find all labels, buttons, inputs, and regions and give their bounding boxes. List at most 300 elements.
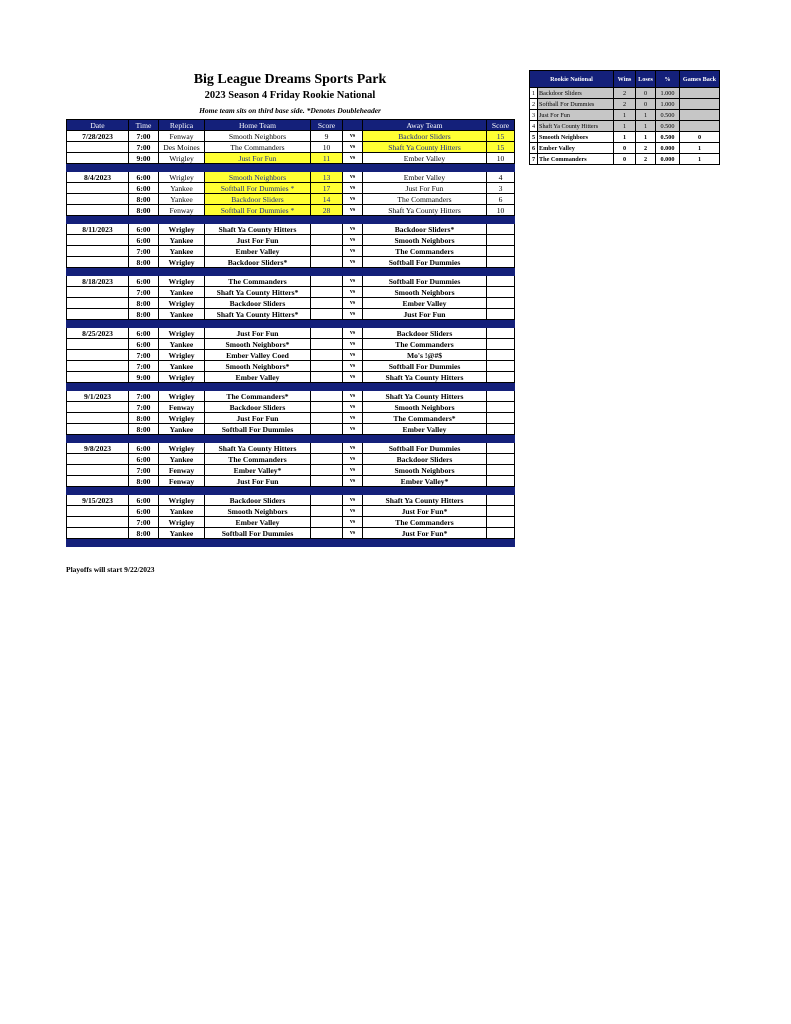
game-replica: Des Moines [159, 142, 205, 153]
away-team: Softball For Dummies [363, 361, 487, 372]
game-time: 9:00 [129, 153, 159, 164]
game-date [67, 350, 129, 361]
vs-label: vs [343, 339, 363, 350]
schedule-header-row [67, 120, 515, 131]
away-score: 15 [487, 131, 515, 142]
home-score [311, 528, 343, 539]
game-time: 8:00 [129, 476, 159, 487]
game-row [67, 246, 515, 257]
vs-label: vs [343, 424, 363, 435]
game-date: 8/25/2023 [67, 328, 129, 339]
home-team: The Commanders [205, 454, 311, 465]
week-separator [67, 216, 515, 224]
away-score [487, 361, 515, 372]
game-row [67, 153, 515, 164]
game-date [67, 257, 129, 268]
game-time: 6:00 [129, 495, 159, 506]
away-score [487, 328, 515, 339]
game-date [67, 142, 129, 153]
game-replica: Wrigley [159, 391, 205, 402]
home-score [311, 224, 343, 235]
away-team: Smooth Neighbors [363, 235, 487, 246]
standings-pct: 1.000 [656, 99, 680, 110]
week-separator [67, 320, 515, 328]
vs-label: vs [343, 476, 363, 487]
home-team: The Commanders* [205, 391, 311, 402]
away-team: Shaft Ya County Hitters [363, 142, 487, 153]
game-replica: Wrigley [159, 224, 205, 235]
home-team: Smooth Neighbors [205, 172, 311, 183]
home-team: Softball For Dummies [205, 528, 311, 539]
game-time: 6:00 [129, 172, 159, 183]
away-score: 10 [487, 205, 515, 216]
game-date [67, 205, 129, 216]
game-replica: Wrigley [159, 372, 205, 383]
standings-pct: 0.000 [656, 143, 680, 154]
game-replica: Yankee [159, 339, 205, 350]
away-team: The Commanders [363, 194, 487, 205]
separator-bar [67, 383, 515, 391]
game-replica: Fenway [159, 131, 205, 142]
game-replica: Fenway [159, 402, 205, 413]
game-date: 8/11/2023 [67, 224, 129, 235]
game-row [67, 372, 515, 383]
separator-bar [67, 320, 515, 328]
game-time: 6:00 [129, 443, 159, 454]
game-time: 6:00 [129, 183, 159, 194]
game-time: 8:00 [129, 257, 159, 268]
vs-label: vs [343, 235, 363, 246]
away-team: The Commanders [363, 246, 487, 257]
standings-loses: 1 [636, 132, 656, 143]
week-separator [67, 383, 515, 391]
vs-label: vs [343, 246, 363, 257]
away-team: Mo's !@#$ [363, 350, 487, 361]
game-replica: Yankee [159, 194, 205, 205]
standings-body [530, 88, 720, 165]
game-time: 8:00 [129, 528, 159, 539]
home-score [311, 235, 343, 246]
game-row [67, 224, 515, 235]
away-team: Shaft Ya County Hitters [363, 205, 487, 216]
away-score: 10 [487, 153, 515, 164]
away-score [487, 224, 515, 235]
game-replica: Yankee [159, 246, 205, 257]
game-time: 8:00 [129, 205, 159, 216]
away-score [487, 402, 515, 413]
away-score [487, 454, 515, 465]
home-team: Just For Fun [205, 476, 311, 487]
away-team: Softball For Dummies [363, 257, 487, 268]
game-replica: Wrigley [159, 153, 205, 164]
game-replica: Yankee [159, 361, 205, 372]
game-date [67, 309, 129, 320]
standings-col-games-back: Games Back [680, 71, 720, 88]
home-score: 28 [311, 205, 343, 216]
away-team: Just For Fun* [363, 506, 487, 517]
home-score [311, 495, 343, 506]
game-date [67, 476, 129, 487]
game-time: 9:00 [129, 372, 159, 383]
game-date [67, 372, 129, 383]
game-date: 9/15/2023 [67, 495, 129, 506]
home-score [311, 454, 343, 465]
away-team: Smooth Neighbors [363, 402, 487, 413]
game-date [67, 424, 129, 435]
home-score [311, 339, 343, 350]
away-score [487, 372, 515, 383]
game-time: 8:00 [129, 413, 159, 424]
vs-label: vs [343, 495, 363, 506]
standings-col-wins: Wins [614, 71, 636, 88]
game-replica: Yankee [159, 506, 205, 517]
home-score: 11 [311, 153, 343, 164]
game-time: 7:00 [129, 361, 159, 372]
home-team: The Commanders [205, 142, 311, 153]
away-score [487, 350, 515, 361]
home-score: 14 [311, 194, 343, 205]
away-team: Ember Valley [363, 172, 487, 183]
game-time: 8:00 [129, 424, 159, 435]
home-score [311, 309, 343, 320]
vs-label: vs [343, 224, 363, 235]
home-team: Just For Fun [205, 328, 311, 339]
home-score [311, 517, 343, 528]
away-score [487, 235, 515, 246]
vs-label: vs [343, 391, 363, 402]
game-date [67, 528, 129, 539]
game-replica: Yankee [159, 424, 205, 435]
separator-bar [67, 539, 515, 547]
col-home-score: Score [311, 120, 343, 131]
game-time: 7:00 [129, 402, 159, 413]
standings-col-loses: Loses [636, 71, 656, 88]
game-row [67, 142, 515, 153]
standings-wins: 2 [614, 88, 636, 99]
standings-pct: 0.000 [656, 154, 680, 165]
vs-label: vs [343, 205, 363, 216]
home-team: Smooth Neighbors* [205, 361, 311, 372]
vs-label: vs [343, 506, 363, 517]
separator-bar [67, 487, 515, 495]
home-team: Backdoor Sliders [205, 495, 311, 506]
away-team: Backdoor Sliders [363, 131, 487, 142]
game-date [67, 246, 129, 257]
away-team: Just For Fun [363, 183, 487, 194]
home-score [311, 402, 343, 413]
home-team: Shaft Ya County Hitters [205, 224, 311, 235]
standings-loses: 2 [636, 154, 656, 165]
home-team: Just For Fun [205, 413, 311, 424]
schedule-body [67, 131, 515, 547]
away-team: Ember Valley [363, 424, 487, 435]
game-replica: Fenway [159, 205, 205, 216]
standings-wins: 1 [614, 132, 636, 143]
game-date [67, 339, 129, 350]
away-score [487, 246, 515, 257]
standings-games-back [680, 99, 720, 110]
col-home-team: Home Team [205, 120, 311, 131]
page-subtitle: 2023 Season 4 Friday Rookie National [204, 90, 376, 101]
game-row [67, 131, 515, 142]
game-time: 7:00 [129, 287, 159, 298]
home-team: Shaft Ya County Hitters* [205, 287, 311, 298]
standings-loses: 0 [636, 88, 656, 99]
standings-wins: 2 [614, 99, 636, 110]
game-replica: Yankee [159, 454, 205, 465]
away-score [487, 391, 515, 402]
separator-bar [67, 164, 515, 172]
home-team: Ember Valley [205, 517, 311, 528]
away-team: Softball For Dummies [363, 276, 487, 287]
game-row [67, 443, 515, 454]
standings-rank: 4 [530, 121, 538, 132]
home-team: Smooth Neighbors [205, 506, 311, 517]
game-replica: Wrigley [159, 517, 205, 528]
standings-row [530, 88, 720, 99]
game-replica: Wrigley [159, 350, 205, 361]
home-score [311, 246, 343, 257]
away-score [487, 424, 515, 435]
standings-rank: 6 [530, 143, 538, 154]
vs-label: vs [343, 131, 363, 142]
game-row [67, 339, 515, 350]
standings-header-row [530, 71, 720, 88]
game-row [67, 328, 515, 339]
standings-team: Just For Fun [538, 110, 614, 121]
standings-team: Ember Valley [538, 143, 614, 154]
away-score: 6 [487, 194, 515, 205]
away-team: Backdoor Sliders [363, 328, 487, 339]
away-team: Smooth Neighbors [363, 465, 487, 476]
standings-rank: 5 [530, 132, 538, 143]
schedule-table [66, 119, 515, 547]
standings-pct: 1.000 [656, 88, 680, 99]
game-row [67, 298, 515, 309]
home-score [311, 298, 343, 309]
vs-label: vs [343, 443, 363, 454]
away-team: Shaft Ya County Hitters [363, 372, 487, 383]
home-team: Shaft Ya County Hitters* [205, 309, 311, 320]
header-note: Home team sits on third base side. *Denotes Doubleheader [199, 106, 381, 115]
away-score [487, 528, 515, 539]
vs-label: vs [343, 194, 363, 205]
game-time: 7:00 [129, 517, 159, 528]
game-time: 6:00 [129, 454, 159, 465]
col-vs [343, 120, 363, 131]
separator-bar [67, 216, 515, 224]
game-time: 6:00 [129, 506, 159, 517]
game-row [67, 424, 515, 435]
home-score [311, 328, 343, 339]
game-replica: Yankee [159, 183, 205, 194]
home-score [311, 361, 343, 372]
home-score [311, 424, 343, 435]
vs-label: vs [343, 454, 363, 465]
standings-wins: 0 [614, 154, 636, 165]
home-team: Ember Valley* [205, 465, 311, 476]
game-replica: Wrigley [159, 298, 205, 309]
standings-games-back: 0 [680, 132, 720, 143]
away-score: 15 [487, 142, 515, 153]
standings-row [530, 154, 720, 165]
away-team: The Commanders [363, 339, 487, 350]
col-time: Time [129, 120, 159, 131]
game-row [67, 506, 515, 517]
vs-label: vs [343, 298, 363, 309]
home-score: 10 [311, 142, 343, 153]
game-row [67, 465, 515, 476]
standings-team: Smooth Neighbors [538, 132, 614, 143]
standings-pct: 0.500 [656, 110, 680, 121]
col-replica: Replica [159, 120, 205, 131]
vs-label: vs [343, 276, 363, 287]
vs-label: vs [343, 517, 363, 528]
standings-pct: 0.500 [656, 132, 680, 143]
standings-team: The Commanders [538, 154, 614, 165]
game-date [67, 287, 129, 298]
standings-games-back [680, 121, 720, 132]
away-score [487, 465, 515, 476]
away-score [487, 287, 515, 298]
home-score [311, 476, 343, 487]
game-time: 7:00 [129, 465, 159, 476]
col-date: Date [67, 120, 129, 131]
standings-col-pct: % [656, 71, 680, 88]
standings-rank: 1 [530, 88, 538, 99]
game-replica: Wrigley [159, 257, 205, 268]
game-date: 8/18/2023 [67, 276, 129, 287]
game-date [67, 298, 129, 309]
vs-label: vs [343, 142, 363, 153]
col-away-team: Away Team [363, 120, 487, 131]
away-score: 4 [487, 172, 515, 183]
standings-rank: 2 [530, 99, 538, 110]
game-replica: Wrigley [159, 443, 205, 454]
game-date [67, 402, 129, 413]
standings-row [530, 132, 720, 143]
game-row [67, 205, 515, 216]
away-team: Just For Fun* [363, 528, 487, 539]
game-replica: Wrigley [159, 495, 205, 506]
game-date: 9/8/2023 [67, 443, 129, 454]
away-score [487, 517, 515, 528]
game-replica: Wrigley [159, 276, 205, 287]
standings-row [530, 143, 720, 154]
standings-games-back [680, 88, 720, 99]
game-row [67, 361, 515, 372]
page-title: Big League Dreams Sports Park [193, 72, 387, 87]
away-score [487, 495, 515, 506]
game-time: 8:00 [129, 309, 159, 320]
game-time: 7:00 [129, 131, 159, 142]
vs-label: vs [343, 361, 363, 372]
game-row [67, 454, 515, 465]
standings-row [530, 99, 720, 110]
home-team: Ember Valley [205, 372, 311, 383]
vs-label: vs [343, 287, 363, 298]
game-row [67, 402, 515, 413]
away-team: The Commanders* [363, 413, 487, 424]
game-row [67, 194, 515, 205]
game-time: 7:00 [129, 350, 159, 361]
game-row [67, 517, 515, 528]
game-replica: Wrigley [159, 413, 205, 424]
home-score: 9 [311, 131, 343, 142]
standings-table [529, 70, 720, 165]
week-separator [67, 435, 515, 443]
game-date [67, 517, 129, 528]
home-team: Just For Fun [205, 153, 311, 164]
away-team: Smooth Neighbors [363, 287, 487, 298]
vs-label: vs [343, 183, 363, 194]
home-team: Softball For Dummies [205, 424, 311, 435]
game-time: 8:00 [129, 194, 159, 205]
game-row [67, 257, 515, 268]
standings-rank: 3 [530, 110, 538, 121]
home-team: Smooth Neighbors* [205, 339, 311, 350]
game-date: 8/4/2023 [67, 172, 129, 183]
game-row [67, 391, 515, 402]
vs-label: vs [343, 257, 363, 268]
separator-bar [67, 435, 515, 443]
game-time: 6:00 [129, 235, 159, 246]
vs-label: vs [343, 309, 363, 320]
home-score [311, 413, 343, 424]
away-score [487, 257, 515, 268]
standings-loses: 1 [636, 121, 656, 132]
playoffs-note: Playoffs will start 9/22/2023 [66, 565, 155, 574]
home-score [311, 276, 343, 287]
home-score: 17 [311, 183, 343, 194]
game-row [67, 528, 515, 539]
home-score [311, 506, 343, 517]
game-date [67, 153, 129, 164]
separator-bar [67, 268, 515, 276]
home-score [311, 257, 343, 268]
home-team: Softball For Dummies * [205, 205, 311, 216]
game-row [67, 413, 515, 424]
game-replica: Fenway [159, 465, 205, 476]
home-score [311, 287, 343, 298]
vs-label: vs [343, 172, 363, 183]
game-date [67, 454, 129, 465]
away-score [487, 276, 515, 287]
home-score [311, 372, 343, 383]
standings-team: Backdoor Sliders [538, 88, 614, 99]
game-time: 7:00 [129, 142, 159, 153]
game-row [67, 495, 515, 506]
game-date [67, 235, 129, 246]
game-replica: Fenway [159, 476, 205, 487]
game-row [67, 172, 515, 183]
standings-row [530, 121, 720, 132]
standings-games-back [680, 110, 720, 121]
home-team: Backdoor Sliders [205, 298, 311, 309]
vs-label: vs [343, 413, 363, 424]
standings-pct: 0.500 [656, 121, 680, 132]
home-team: Backdoor Sliders* [205, 257, 311, 268]
standings-games-back: 1 [680, 143, 720, 154]
home-score [311, 391, 343, 402]
standings-wins: 0 [614, 143, 636, 154]
game-replica: Wrigley [159, 172, 205, 183]
away-team: Softball For Dummies [363, 443, 487, 454]
game-row [67, 183, 515, 194]
standings-rank: 7 [530, 154, 538, 165]
week-separator [67, 164, 515, 172]
vs-label: vs [343, 328, 363, 339]
